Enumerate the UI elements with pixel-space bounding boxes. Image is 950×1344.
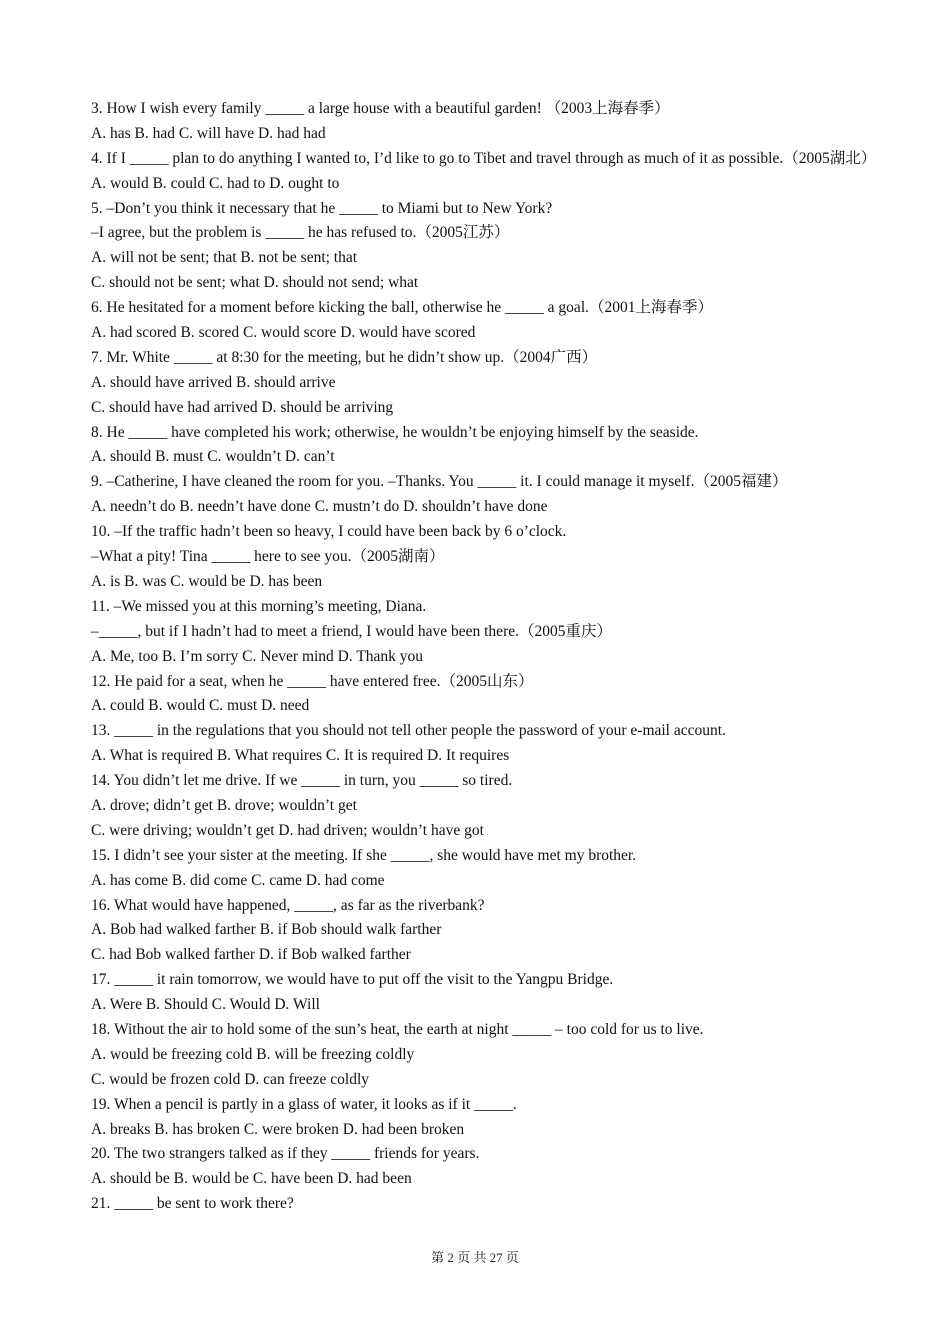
question-text: 13. _____ in the regulations that you should not tell other people the password of your e-mail account. — [91, 722, 726, 740]
question-text: 18. Without the air to hold some of the sun’s heat, the earth at night _____ – too cold for us to live. — [91, 1020, 704, 1038]
answer-options: A. will not be sent; that B. not be sent; that — [91, 249, 358, 267]
answer-options: A. had scored B. scored C. would score D. would have scored — [91, 324, 476, 342]
answer-options: A. should B. must C. wouldn’t D. can’t — [91, 448, 335, 466]
answer-options: A. has come B. did come C. came D. had come — [91, 871, 385, 889]
answer-options: A. needn’t do B. needn’t have done C. mustn’t do D. shouldn’t have done — [91, 498, 548, 516]
question-text: 10. –If the traffic hadn’t been so heavy, I could have been back by 6 o’clock. — [91, 523, 567, 541]
question-text: 16. What would have happened, _____, as far as the riverbank? — [91, 896, 485, 914]
answer-options: C. should not be sent; what D. should not send; what — [91, 274, 419, 292]
answer-options: A. should be B. would be C. have been D. had been — [91, 1170, 412, 1188]
answer-options: A. drove; didn’t get B. drove; wouldn’t get — [91, 796, 357, 814]
answer-options: A. breaks B. has broken C. were broken D. had been broken — [91, 1120, 465, 1138]
question-text: 17. _____ it rain tomorrow, we would have to put off the visit to the Yangpu Bridge. — [91, 971, 614, 989]
answer-options: A. Bob had walked farther B. if Bob should walk farther — [91, 921, 442, 939]
question-list — [91, 97, 877, 1217]
page-footer: 第 2 页 共 27 页 — [431, 1250, 519, 1265]
question-text: 7. Mr. White _____ at 8:30 for the meeting, but he didn’t show up.（2004广西） — [91, 348, 598, 366]
question-text: 15. I didn’t see your sister at the meeting. If she _____, she would have met my brother. — [91, 846, 637, 864]
dialogue-line: –_____, but if I hadn’t had to meet a friend, I would have been there.（2005重庆） — [91, 622, 612, 640]
question-text: 4. If I _____ plan to do anything I wanted to, I’d like to go to Tibet and travel through as much of it as possible.（2005湖北） — [91, 149, 877, 167]
answer-options: A. would B. could C. had to D. ought to — [91, 174, 340, 192]
answer-options: A. should have arrived B. should arrive — [91, 373, 336, 391]
question-text: 9. –Catherine, I have cleaned the room for you. –Thanks. You _____ it. I could manage it myself.（2005福建） — [91, 473, 788, 491]
question-text: 20. The two strangers talked as if they _____ friends for years. — [91, 1145, 480, 1163]
answer-options: A. Were B. Should C. Would D. Will — [91, 996, 320, 1014]
answer-options: C. had Bob walked farther D. if Bob walked farther — [91, 946, 411, 964]
question-text: 19. When a pencil is partly in a glass of water, it looks as if it _____. — [91, 1095, 517, 1113]
answer-options: C. would be frozen cold D. can freeze coldly — [91, 1070, 370, 1088]
question-text: 14. You didn’t let me drive. If we _____ in turn, you _____ so tired. — [91, 772, 513, 790]
answer-options: C. should have had arrived D. should be arriving — [91, 398, 394, 416]
question-text: 11. –We missed you at this morning’s meeting, Diana. — [91, 597, 427, 615]
answer-options: C. were driving; wouldn’t get D. had driven; wouldn’t have got — [91, 821, 484, 839]
question-text: 12. He paid for a seat, when he _____ have entered free.（2005山东） — [91, 672, 534, 690]
answer-options: A. is B. was C. would be D. has been — [91, 572, 323, 590]
answer-options: A. would be freezing cold B. will be freezing coldly — [91, 1045, 415, 1063]
question-text: 8. He _____ have completed his work; otherwise, he wouldn’t be enjoying himself by the seaside. — [91, 423, 699, 441]
dialogue-line: –What a pity! Tina _____ here to see you.（2005湖南） — [91, 548, 445, 566]
answer-options: A. has B. had C. will have D. had had — [91, 124, 326, 142]
answer-options: A. could B. would C. must D. need — [91, 697, 310, 715]
answer-options: A. What is required B. What requires C. It is required D. It requires — [91, 747, 510, 765]
question-text: 21. _____ be sent to work there? — [91, 1195, 294, 1213]
dialogue-line: –I agree, but the problem is _____ he has refused to.（2005江苏） — [91, 224, 510, 242]
question-text: 6. He hesitated for a moment before kicking the ball, otherwise he _____ a goal.（2001上海春季） — [91, 299, 713, 317]
question-text: 5. –Don’t you think it necessary that he _____ to Miami but to New York? — [91, 199, 553, 217]
answer-options: A. Me, too B. I’m sorry C. Never mind D. Thank you — [91, 647, 424, 665]
question-text: 3. How I wish every family _____ a large house with a beautiful garden! （2003上海春季） — [91, 100, 670, 117]
